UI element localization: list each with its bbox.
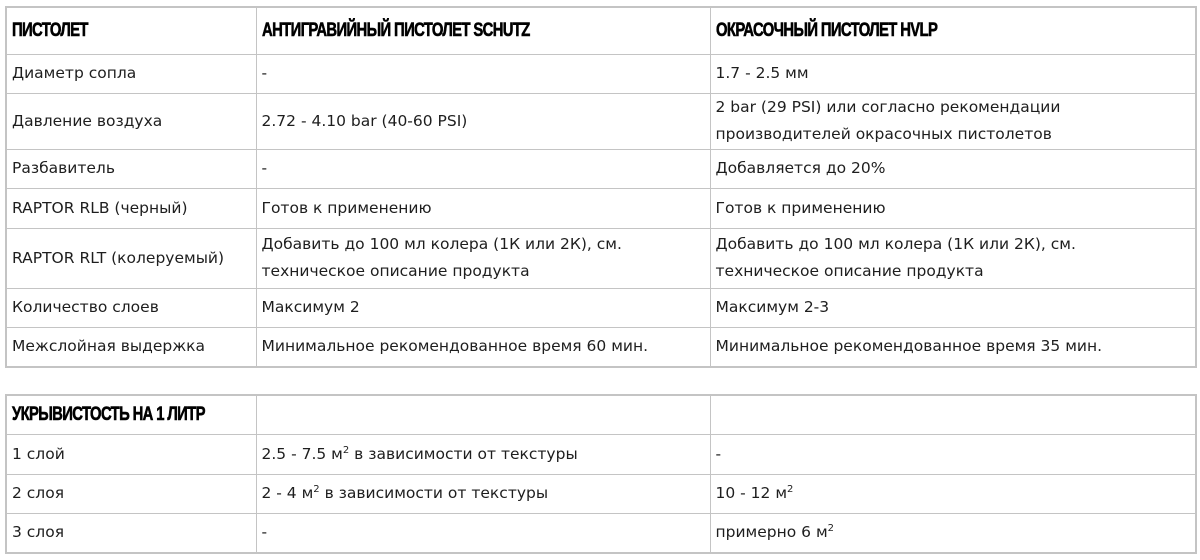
schutz-value: - xyxy=(256,54,710,93)
schutz-value: Минимальное рекомендованное время 60 мин. xyxy=(256,327,710,367)
table-row xyxy=(6,149,1196,188)
hvlp-value: примерно 6 $м^2$ xyxy=(710,513,1196,553)
row-label: Разбавитель xyxy=(6,149,256,188)
header-empty xyxy=(256,395,710,434)
table-row xyxy=(6,513,1196,553)
schutz-value: Максимум 2 xyxy=(256,288,710,327)
hvlp-value: Добавляется до 20% xyxy=(710,149,1196,188)
hvlp-value: - xyxy=(710,434,1196,474)
table-header-row xyxy=(6,7,1196,54)
row-label: 2 слоя xyxy=(6,474,256,513)
header-hvlp-gun: ОКРАСОЧНЫЙ ПИСТОЛЕТ HVLP xyxy=(710,7,1196,54)
row-label: 1 слой xyxy=(6,434,256,474)
schutz-value: 2.5 - 7.5 $м^2$ в зависимости от текстуры xyxy=(256,434,710,474)
row-label: RAPTOR RLT (колеруемый) xyxy=(6,228,256,288)
table-row xyxy=(6,327,1196,367)
row-label: RAPTOR RLB (черный) xyxy=(6,188,256,228)
square-superscript: 2 xyxy=(342,444,350,456)
schutz-value: Готов к применению xyxy=(256,188,710,228)
row-label: Диаметр сопла xyxy=(6,54,256,93)
hvlp-value: 1.7 - 2.5 мм xyxy=(710,54,1196,93)
table-row xyxy=(6,228,1196,288)
row-label: Межслойная выдержка xyxy=(6,327,256,367)
header-schutz-gun: АНТИГРАВИЙНЫЙ ПИСТОЛЕТ SCHUTZ xyxy=(256,7,710,54)
hvlp-value: Готов к применению xyxy=(710,188,1196,228)
hvlp-value: Добавить до 100 мл колера (1К или 2К), см. техническое описание продукта xyxy=(710,228,1196,288)
schutz-value: - xyxy=(256,513,710,553)
table-row xyxy=(6,188,1196,228)
table-row xyxy=(6,434,1196,474)
row-label: Количество слоев xyxy=(6,288,256,327)
spray-gun-spec-table xyxy=(5,6,1197,368)
header-empty xyxy=(710,395,1196,434)
schutz-value: 2.72 - 4.10 bar (40-60 PSI) xyxy=(256,93,710,149)
table-row xyxy=(6,474,1196,513)
schutz-value: 2 - 4 $м^2$ в зависимости от текстуры xyxy=(256,474,710,513)
square-superscript: 2 xyxy=(313,484,320,495)
hvlp-value: Минимальное рекомендованное время 35 мин. xyxy=(710,327,1196,367)
table-header-row xyxy=(6,395,1196,434)
square-superscript: 2 xyxy=(827,523,835,535)
header-coverage: УКРЫВИСТОСТЬ НА 1 ЛИТР xyxy=(6,395,256,434)
row-label: Давление воздуха xyxy=(6,93,256,149)
hvlp-value: 2 bar (29 PSI) или согласно рекомендации производителей окрасочных пистолетов xyxy=(710,93,1196,149)
table-row xyxy=(6,93,1196,149)
header-gun: ПИСТОЛЕТ xyxy=(6,7,256,54)
hvlp-value: 10 - 12 $м^2$ xyxy=(710,474,1196,513)
square-superscript: 2 xyxy=(787,484,794,495)
schutz-value: Добавить до 100 мл колера (1К или 2К), см. техническое описание продукта xyxy=(256,228,710,288)
table-row xyxy=(6,54,1196,93)
hvlp-value: Максимум 2-3 xyxy=(710,288,1196,327)
table-row xyxy=(6,288,1196,327)
row-label: 3 слоя xyxy=(6,513,256,553)
schutz-value: - xyxy=(256,149,710,188)
coverage-table xyxy=(5,394,1197,554)
